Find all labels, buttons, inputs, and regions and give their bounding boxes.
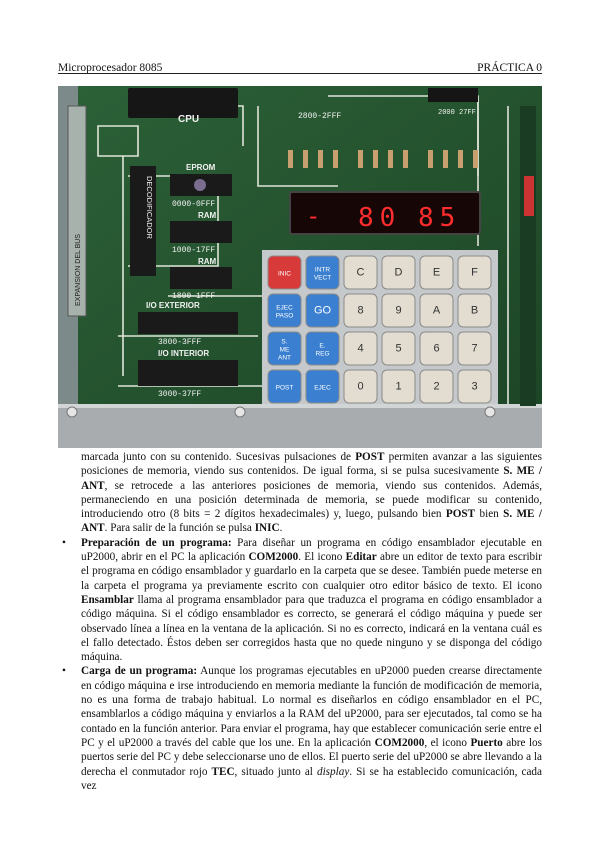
bullet2-run: Puerto xyxy=(470,736,503,749)
keypad-key-label: C xyxy=(356,266,365,279)
header-rule xyxy=(58,73,542,74)
label-ram1-range: 1000-17FF xyxy=(172,246,216,255)
p0-run: . Para salir de la función se pulsa xyxy=(104,522,255,535)
keypad-key-label: 2 xyxy=(433,380,440,393)
keypad-key-label: ME xyxy=(279,346,290,354)
keypad-key-label: E. xyxy=(319,342,326,350)
keypad-key-label: 9 xyxy=(395,304,402,317)
board-photo xyxy=(58,86,542,448)
keypad-key-label: 5 xyxy=(395,342,402,355)
bullet-dot: • xyxy=(62,536,66,549)
keypad-key-label: D xyxy=(394,266,403,279)
bullet1-run: llama al programa ensamblador para que traduzca el programa en código ensamblador a código máquina. Si el código ensamblador es correcto, se generará el código máquina y puede ser observado línea a línea en la ventana de la aplicación. Si no es correcto, indicará en la ventana cuál es el fallo detectado. Éstos deben ser corregidos hasta que no quede ninguno y se disponga del código máquina. xyxy=(81,593,542,664)
label-io-int: I/O INTERIOR xyxy=(158,349,210,358)
page-header xyxy=(58,58,542,74)
ram2-chip xyxy=(170,267,232,289)
p0-run: . xyxy=(279,522,283,535)
bullet2-run: , el icono xyxy=(424,736,471,749)
label-io-ext-range: 3800-3FFF xyxy=(158,338,202,347)
keypad-key-label: B xyxy=(470,304,479,317)
bullet1-run: . El icono xyxy=(298,551,346,564)
bullet1-run: COM2000 xyxy=(248,551,299,564)
label-io-int-range: 3000-37FF xyxy=(158,390,202,399)
bullet1-run: Para diseñar un programa en código ensamblador ejecutable en uP2000, abrir en el PC la aplicación xyxy=(81,536,542,564)
bullet2-run: TEC xyxy=(211,765,235,778)
keypad-key-label: 3 xyxy=(471,380,478,393)
p0-run: bien xyxy=(475,508,504,521)
label-decoder: DECODIFICADOR xyxy=(145,176,154,239)
keypad-key-label: 6 xyxy=(433,342,440,355)
keypad-key-label: F xyxy=(471,266,478,279)
keypad-key-label: GO xyxy=(313,304,332,317)
label-eprom-range: 0000-0FFF xyxy=(172,200,216,209)
bullet1-run: Preparación de un programa: xyxy=(81,536,232,549)
header-practice: PRÁCTICA 0 xyxy=(477,62,542,74)
bullet-list xyxy=(58,536,542,793)
keypad-key-label: ANT xyxy=(278,354,291,362)
list-item-carga xyxy=(58,664,542,793)
keypad-key-label: POST xyxy=(275,384,294,392)
keypad-key-label: E xyxy=(432,266,441,279)
trainer-board-illustration xyxy=(58,86,542,448)
bullet2-run: Carga de un programa: xyxy=(81,665,198,678)
p0-run: marcada junto con su contenido. Sucesivas pulsaciones de xyxy=(81,451,356,463)
p0-run: , se retrocede a las anteriores posiciones de memoria, viendo sus contenidos. Además, permaneciendo en una posición determinada de memoria, se puede modificar su contenido, introduciendo otro (8 bits = 2 dígitos hexadecimales) y, luego, pulsando bien xyxy=(81,479,542,521)
keypad-key-label: VECT xyxy=(313,274,332,282)
paragraph-post-continuation xyxy=(58,450,542,536)
bullet2-run: Aunque los programas ejecutables en uP2000 pueden crearse directamente en código máquina e irse introduciendo en memoria mediante la función de modificación de memoria, no es una forma de trabajo habitual. Lo normal es diseñarlos en código ensamblador en el PC, ensamblarlos a código máquina y enviarlos a la RAM del uP2000, para ser ejecutados, tal como se ha contado en la función anterior. Para enviar el programa, hay que establecer comunicación serie entre el PC y el uP2000 a través del cable que los une. En la aplicación xyxy=(81,665,543,749)
p0-run: POST xyxy=(445,508,476,521)
p0-run: INIC xyxy=(254,522,280,535)
keypad-key-label: 8 xyxy=(357,304,364,317)
keypad-key-label: PASO xyxy=(275,312,294,320)
label-io-ext: I/O EXTERIOR xyxy=(146,301,200,310)
bullet-dot: • xyxy=(62,665,66,678)
keypad-key-label: 0 xyxy=(357,380,364,393)
bullet2-run: abre los puertos serie del PC y debe seleccionarse uno de ellos. El puerto serie del uP2000 se abre llevando a la derecha el conmutador rojo xyxy=(81,736,542,778)
body-text xyxy=(58,450,542,793)
io-ext-chip xyxy=(138,312,238,334)
paragraph-preparacion xyxy=(81,537,542,663)
bullet1-run: Ensamblar xyxy=(81,593,134,606)
paragraph-carga xyxy=(81,665,542,791)
p0-run: POST xyxy=(355,451,385,463)
bullet2-run: , situado junto al xyxy=(234,765,317,778)
bullet2-run: . Si se ha establecido comunicación, cada vez xyxy=(81,765,542,792)
keypad-key-label: A xyxy=(432,304,441,317)
bullet2-run: display xyxy=(316,765,350,778)
label-top-right: 2000 27FF xyxy=(438,109,476,117)
label-top-range: 2800-2FFF xyxy=(298,112,342,121)
label-ram1: RAM xyxy=(198,211,217,220)
keypad-key-label: S. xyxy=(281,338,288,346)
label-eprom: EPROM xyxy=(186,163,216,172)
bullet1-run: abre un editor de texto para escribir el programa en código ensamblador y guardarlo en la carpeta que se desee. También puede meterse en la carpeta el programa ya previamente escrito con cualquier otro editor básico de texto. El icono xyxy=(81,551,542,592)
bullet1-run: Editar xyxy=(345,551,377,564)
display-dash: - xyxy=(306,202,321,230)
p0-run: permiten avanzar a las siguientes posiciones de memoria, viendo sus contenidos. De igual forma, si se pulsa sucesivamente xyxy=(81,451,542,478)
keypad-key-label: 7 xyxy=(471,342,478,355)
header-title: Microprocesador 8085 xyxy=(58,62,163,74)
label-ram2: RAM xyxy=(198,257,217,266)
keypad-key-label: EJEC xyxy=(276,304,293,312)
display-address: 80 xyxy=(358,203,402,233)
label-cpu: CPU xyxy=(178,114,200,125)
p0-run: S. ME / ANT xyxy=(81,465,542,492)
keypad-key-label: 4 xyxy=(357,342,364,355)
label-expansion: EXPANSION DEL BUS xyxy=(75,234,82,306)
label-ram2-range: 1800-1FFF xyxy=(172,292,216,301)
bullet2-run: COM2000 xyxy=(374,736,425,749)
keypad-key-label: INTR xyxy=(314,266,331,274)
display-data: 85 xyxy=(418,203,462,233)
list-item-preparacion xyxy=(58,536,542,665)
ram1-chip xyxy=(170,221,232,243)
keypad-key-label: REG xyxy=(315,350,330,358)
p0-run: S. ME / ANT xyxy=(81,508,542,535)
keypad-key-label: 1 xyxy=(395,380,402,393)
keypad-key-label: INIC xyxy=(278,270,291,278)
keypad-key-label: EJEC xyxy=(314,384,331,392)
io-int-chip xyxy=(138,360,238,386)
